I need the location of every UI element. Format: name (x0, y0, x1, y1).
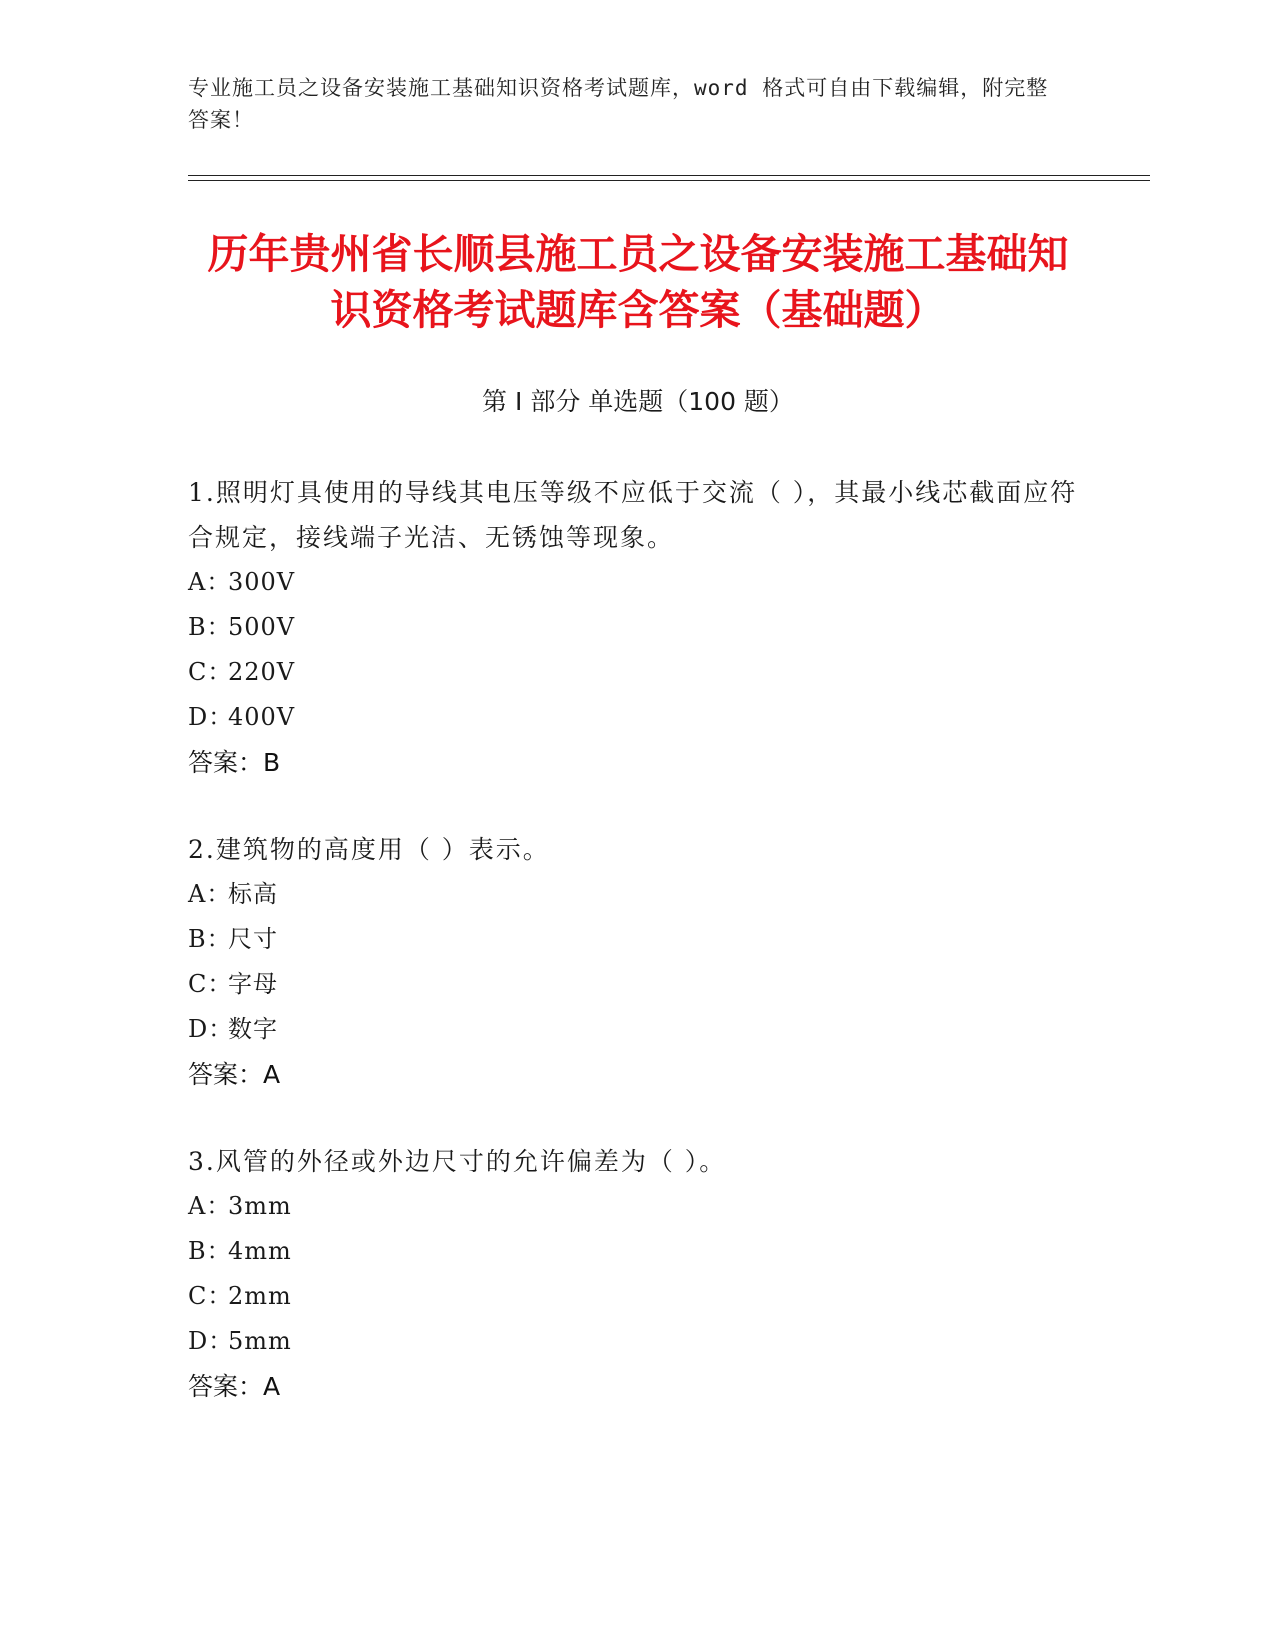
answer-line: 答案：A (188, 1372, 281, 1401)
option-letter: A： (188, 880, 232, 908)
option-text: 300V (228, 568, 296, 596)
option-letter: A： (188, 1192, 232, 1220)
option-c (188, 650, 1088, 695)
option-letter: C： (188, 970, 233, 998)
option-a (188, 1184, 1088, 1229)
option-letter: B： (188, 613, 232, 641)
header-note: 专业施工员之设备安装施工基础知识资格考试题库，word 格式可自由下载编辑，附完整答案！ (188, 76, 1049, 132)
document-title: 历年贵州省长顺县施工员之设备安装施工基础知识资格考试题库含答案（基础题） (207, 230, 1069, 334)
option-letter: D： (188, 1327, 234, 1355)
question-stem: 3.风管的外径或外边尺寸的允许偏差为（ ）。 (188, 1147, 727, 1176)
option-d (188, 695, 1088, 740)
answer-line: 答案：A (188, 1060, 281, 1089)
option-letter: B： (188, 1237, 232, 1265)
option-text: 3mm (228, 1192, 292, 1220)
header-divider-top (188, 175, 1150, 176)
option-a (188, 872, 1088, 917)
option-c (188, 962, 1088, 1007)
option-c (188, 1274, 1088, 1319)
question-1 (188, 470, 1088, 785)
option-letter: D： (188, 703, 234, 731)
option-b (188, 1229, 1088, 1274)
option-b (188, 605, 1088, 650)
option-text: 尺寸 (228, 925, 278, 953)
option-letter: C： (188, 658, 233, 686)
option-text: 4mm (228, 1237, 292, 1265)
answer-line: 答案：B (188, 748, 281, 777)
option-text: 标高 (228, 880, 278, 908)
question-list (188, 470, 1088, 1451)
option-d (188, 1007, 1088, 1052)
option-text: 数字 (228, 1015, 278, 1043)
question-3 (188, 1139, 1088, 1409)
option-letter: C： (188, 1282, 233, 1310)
option-d (188, 1319, 1088, 1364)
option-letter: A： (188, 568, 232, 596)
header-divider-bottom (188, 180, 1150, 181)
option-text: 5mm (228, 1327, 292, 1355)
option-a (188, 560, 1088, 605)
question-2 (188, 827, 1088, 1097)
option-text: 字母 (228, 970, 278, 998)
option-text: 2mm (228, 1282, 292, 1310)
option-letter: D： (188, 1015, 234, 1043)
section-heading: 第 I 部分 单选题（100 题） (482, 387, 794, 416)
question-stem: 2.建筑物的高度用（ ）表示。 (188, 835, 550, 864)
option-letter: B： (188, 925, 232, 953)
option-text: 500V (228, 613, 296, 641)
option-text: 220V (228, 658, 296, 686)
question-stem: 1.照明灯具使用的导线其电压等级不应低于交流（ ），其最小线芯截面应符合规定，接线端子光洁、无锈蚀等现象。 (188, 478, 1078, 552)
option-text: 400V (228, 703, 296, 731)
option-b (188, 917, 1088, 962)
